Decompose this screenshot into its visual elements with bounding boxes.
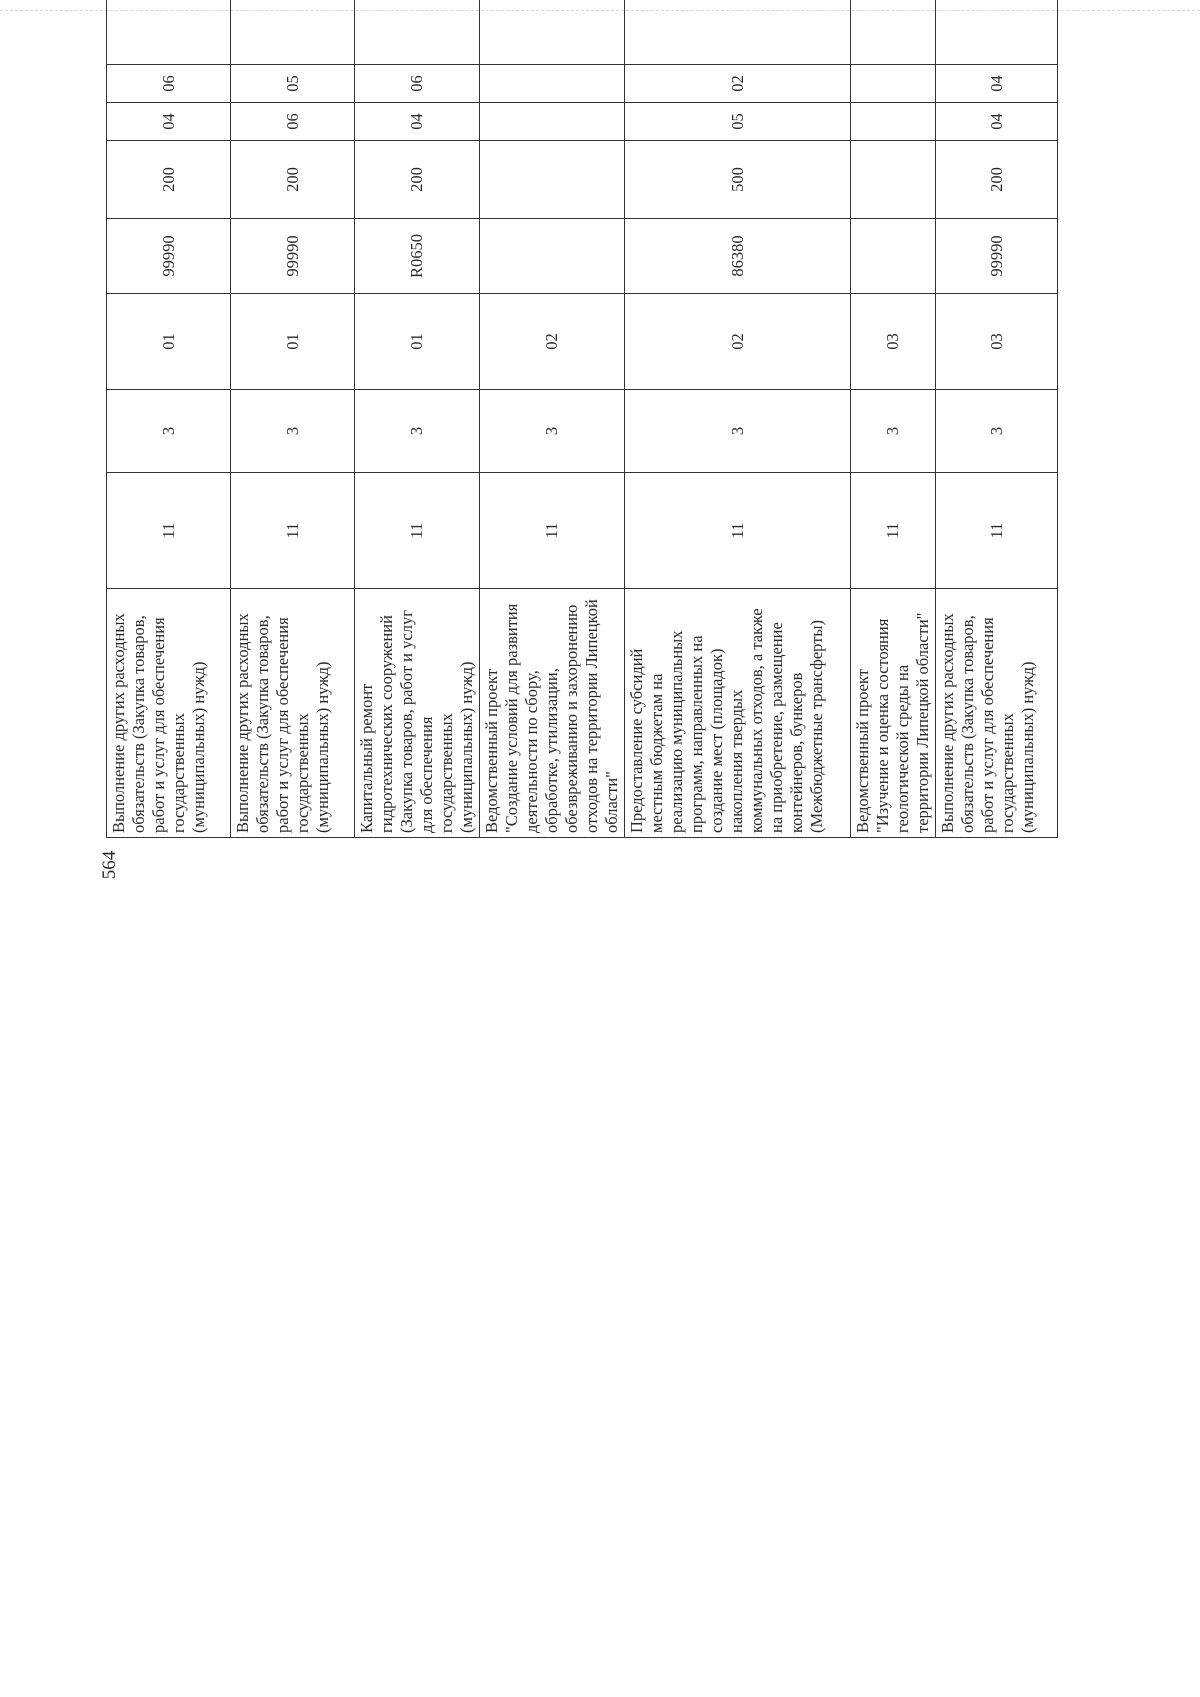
row-code-3: 01	[355, 294, 480, 390]
row-code-3: 01	[231, 294, 355, 390]
row-amount-1	[355, 0, 480, 65]
table-row	[625, 0, 851, 838]
row-code-2: 3	[355, 390, 480, 473]
row-description: Капитальный ремонт гидротехнических сооружений (Закупка товаров, работ и услуг для обеспечения государственных (муниципальных) нужд)	[355, 589, 480, 838]
row-code-2: 3	[625, 390, 851, 473]
table-body	[107, 0, 1058, 838]
row-description: Выполнение других расходных обязательств (Закупка товаров, работ и услуг для обеспечения государственных (муниципальных) нужд)	[107, 589, 231, 838]
row-code-6: 04	[107, 103, 231, 141]
row-code-4: 99990	[107, 219, 231, 294]
row-code-7: 06	[107, 65, 231, 103]
row-amount-1	[936, 0, 1058, 65]
row-code-3: 01	[107, 294, 231, 390]
row-code-2: 3	[107, 390, 231, 473]
row-code-6: 04	[355, 103, 480, 141]
row-code-2: 3	[231, 390, 355, 473]
row-code-1: 11	[355, 473, 480, 589]
table-row	[936, 0, 1058, 838]
row-code-4: 86380	[625, 219, 851, 294]
row-code-1: 11	[851, 473, 936, 589]
row-code-4	[851, 219, 936, 294]
row-description: Ведомственный проект "Создание условий для развития деятельности по сбору, обработке, утилизации, обезвреживанию и захоронению отходов на территории Липецкой области"	[480, 589, 625, 838]
row-code-1: 11	[480, 473, 625, 589]
row-code-5: 200	[355, 141, 480, 219]
page-number: 564	[99, 850, 120, 880]
row-code-7	[851, 65, 936, 103]
row-code-1: 11	[936, 473, 1058, 589]
row-description: Выполнение других расходных обязательств (Закупка товаров, работ и услуг для обеспечения государственных (муниципальных) нужд)	[231, 589, 355, 838]
table-row	[355, 0, 480, 838]
row-code-6: 05	[625, 103, 851, 141]
row-code-2: 3	[851, 390, 936, 473]
row-code-3: 03	[851, 294, 936, 390]
table-row	[480, 0, 625, 838]
row-code-4: 99990	[936, 219, 1058, 294]
table-row	[851, 0, 936, 838]
row-code-5: 200	[231, 141, 355, 219]
row-amount-1	[231, 0, 355, 65]
row-code-7: 06	[355, 65, 480, 103]
rotated-table-wrapper	[106, 0, 1111, 838]
budget-table	[106, 0, 1058, 838]
row-code-5: 200	[936, 141, 1058, 219]
table-row	[231, 0, 355, 838]
row-code-3: 02	[480, 294, 625, 390]
row-code-5: 200	[107, 141, 231, 219]
row-description: Ведомственный проект "Изучение и оценка состояния геологической среды на территории Липецкой области"	[851, 589, 936, 838]
row-code-3: 02	[625, 294, 851, 390]
row-amount-1	[851, 0, 936, 65]
row-code-4: R0650	[355, 219, 480, 294]
row-code-4	[480, 219, 625, 294]
row-code-5: 500	[625, 141, 851, 219]
row-code-1: 11	[107, 473, 231, 589]
row-code-5	[480, 141, 625, 219]
row-code-6: 06	[231, 103, 355, 141]
row-code-6: 04	[936, 103, 1058, 141]
row-code-1: 11	[625, 473, 851, 589]
row-code-7: 04	[936, 65, 1058, 103]
row-description: Предоставление субсидий местным бюджетам на реализацию муниципальных программ, направленных на создание мест (площадок) накопления твердых коммунальных отходов, а также на приобретение, размещение контейнеров, бункеров (Межбюджетные трансферты)	[625, 589, 851, 838]
row-code-7	[480, 65, 625, 103]
row-description: Выполнение других расходных обязательств (Закупка товаров, работ и услуг для обеспечения государственных (муниципальных) нужд)	[936, 589, 1058, 838]
table-row	[107, 0, 231, 838]
row-code-5	[851, 141, 936, 219]
row-code-2: 3	[480, 390, 625, 473]
row-code-3: 03	[936, 294, 1058, 390]
row-code-6	[480, 103, 625, 141]
row-code-6	[851, 103, 936, 141]
row-code-7: 05	[231, 65, 355, 103]
row-code-1: 11	[231, 473, 355, 589]
row-code-2: 3	[936, 390, 1058, 473]
row-code-7: 02	[625, 65, 851, 103]
row-amount-1	[480, 0, 625, 65]
row-amount-1	[107, 0, 231, 65]
row-code-4: 99990	[231, 219, 355, 294]
row-amount-1	[625, 0, 851, 65]
